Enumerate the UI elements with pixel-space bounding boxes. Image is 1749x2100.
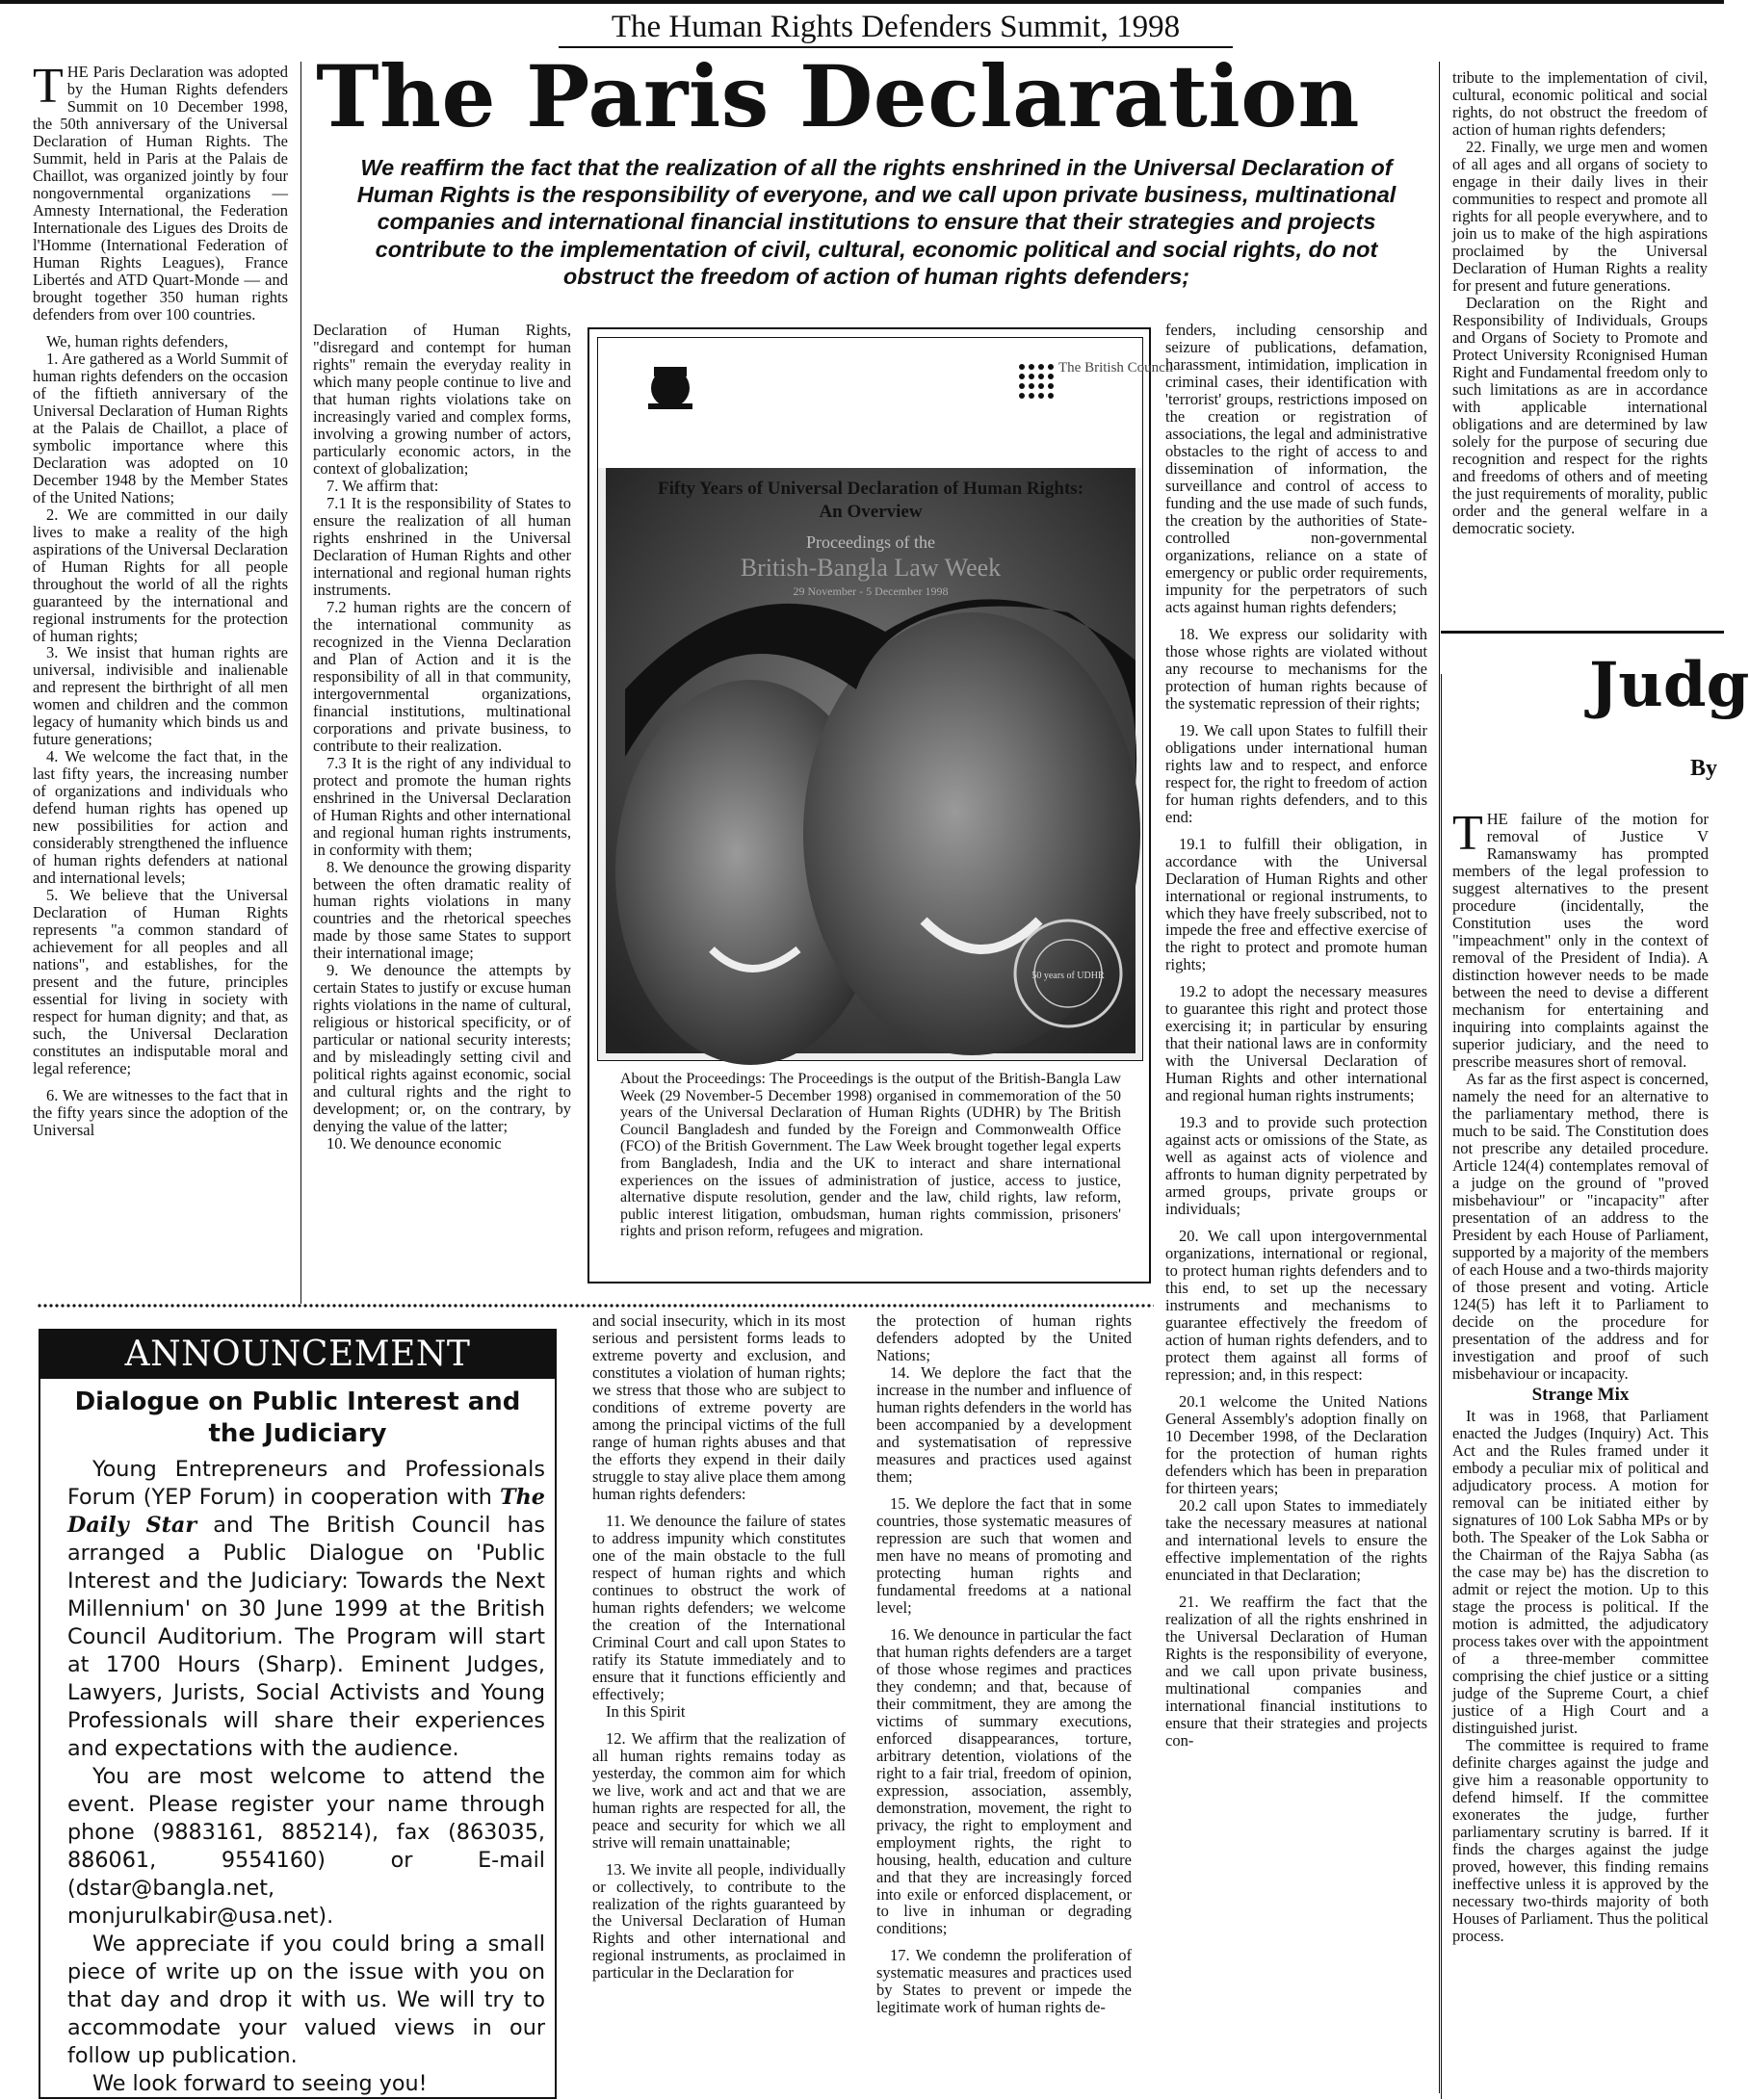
paragraph: 8. We denounce the growing disparity between the often dramatic reality of human rights violations in many countries and the rhetorical speeches made by those same States to support their international image; (313, 857, 571, 963)
paragraph: 19.2 to adopt the necessary measures to guarantee this right and protect those exercising it; in particular by ensuring that their national laws are in conformity with the Universal Declaration of Human Rights and other international and regional human rights instruments; (1165, 982, 1427, 1105)
paragraph: It was in 1968, that Parliament enacted the Judges (Inquiry) Act. This Act and the Rules framed under it embody a peculiar mix of political and adjudicatory process. A motion for removal can be initiated either by signatures of 100 Lok Sabha MPs or by both. The Speaker of the Lok Sabha or the Chairman of the Rajya Sabha (as the case may be) has the discretion to admit or reject the motion. Up to this stage the process is political. If the motion is admitted, the adjudicatory process takes over with the appointment of a three-member committee comprising the chief justice or a sitting judge of the Supreme Court, a chief justice of a High Court and a distinguished jurist. (1452, 1407, 1709, 1737)
paragraph: 21. We reaffirm the fact that the realization of all the rights enshrined in the Universal Declaration of Human Rights is the responsibility of everyone, and we call upon private business, multinational companies and international financial institutions to ensure that their strategies and projects con- (1165, 1592, 1427, 1750)
section-rule (1441, 631, 1724, 634)
proceedings-advert (587, 327, 1174, 1283)
cover-subtitle: An Overview (819, 501, 923, 522)
advert-caption: About the Proceedings: The Proceedings is the output of the British-Bangla Law Week (29 November-5 December 1998) organised in commemoration of the 50 years of the Universal Declaration of Human Rights (UDHR) by The British Council Bangladesh and funded by the Foreign and Commonwealth Office (FCO) of the British Government. The Law Week brought together legal experts from Bangladesh, India and the UK to interact and share international experiences on the issues of administration of justice, access to justice, alternative dispute resolution, gender and the law, child rights, law reform, public interest litigation, ombudsman, human rights commission, prisoners' rights and prison reform, refugees and migration. (620, 1071, 1121, 1240)
column-rule (300, 62, 301, 1304)
announcement-text: We appreciate if you could bring a small piece of write up on the issue with you on that day and drop it with us. We will try to accommodate your valued views in our follow up publication. (67, 1931, 545, 2068)
article-column-3a (592, 1312, 846, 2094)
cover-dates: 29 November - 5 December 1998 (793, 583, 949, 598)
cover-header (598, 338, 1174, 468)
intro-paragraph: HE Paris Declaration was adopted by the Human Rights defenders Summit on 10 December 1998, the 50th anniversary of the Universal Declaration of Human Rights. The Summit, held in Paris at the Palais de Chaillot, was organized jointly by four nongovernmental organizations — Amnesty International, the Federation Internationale des Ligues des Droits de l'Homme (International Federation of Human Rights Leagues), France Libertés and ATD Quart-Monde — and brought together 350 human rights defenders from over 100 countries. (33, 63, 288, 324)
dotted-divider (37, 1303, 1154, 1309)
announcement-text: You are most welcome to attend the event. Please register your name through phone (9883161, 885214), fax (863035, 886061, 9554160) or E-mail (dstar@bangla.net, monjurulkabir@usa.net). (67, 1763, 545, 1929)
paragraph: 14. We deplore the fact that the increase in the number and influence of human rights defenders in the world has been accompanied by a development and systematisation of repressive measures and practices used against them; (876, 1362, 1132, 1486)
paragraph: As far as the first aspect is concerned, namely the need for an alternative to the parliamentary method, there is much to be said. The Constitution does not prescribe any detailed procedure. Article 124(4) contemplates removal of a judge on the ground of "proved misbehaviour" or "incapacity" after presentation of an address to the President by each House of Parliament, supported by a majority of the members of each House and a two-thirds majority of those present and voting. Article 124(5) has left it to Parliament to decide on the procedure for presentation of the address and for investigation and proof of such misbehaviour or incapacity. (1452, 1069, 1709, 1383)
paragraph: In this Spirit (606, 1701, 686, 1721)
paragraph: 7.3 It is the right of any individual to protect and promote the human rights enshrined in the Universal Declaration of Human Rights and other international and regional human rights instruments, in conformity with them; (313, 753, 571, 859)
announcement-subheading: Dialogue on Public Interest and the Judiciary (74, 1387, 521, 1448)
paragraph: 9. We denounce the attempts by certain States to justify or excuse human rights violations in the name of cultural, religious or historical specificity, or of particular or national security interests; and by misleadingly setting civil and political rights against economic, social and cultural rights and the right to development; or, on the contrary, by denying the value of the latter; (313, 961, 571, 1136)
announcement-box (39, 1329, 557, 2099)
paragraph: 12. We affirm that the realization of all human rights remains today as yesterday, the common aim for which we live, work and act and that we are human rights are respected for all, the peace and security for which we all strive will remain unattainable; (592, 1728, 846, 1852)
paragraph: 10. We denounce economic (326, 1134, 502, 1154)
article-column-4 (1165, 322, 1427, 2099)
paragraph: We, human rights defenders, (46, 331, 228, 350)
column-rule (1441, 674, 1442, 2099)
paragraph: 5. We believe that the Universal Declaration of Human Rights represents "a common standard of achievement for all peoples and all nations", and establishes, for the present and the future, principles essential for living in society with respect for human dignity; and that, as such, the Universal Declaration constitutes an indisputable moral and legal reference; (33, 886, 288, 1078)
paragraph: 16. We denounce in particular the fact that human rights defenders are a target of those whose regimes and practices they condemn; and that, because of their commitment, they are among the victims of summary executions, enforced disappearances, torture, arbitrary detention, violations of the right to a fair trial, freedom of opinion, expression, association, assembly, demonstration, movement, the right to privacy, the right to employment and employment rights, the right to housing, health, education and culture and that they are increasingly forced into exile or enforced displacement, or to live in inhuman or degrading conditions; (876, 1624, 1132, 1938)
paragraph: 17. We condemn the proliferation of systematic measures and practices used by States to prevent or impede the legitimate work of human rights de- (876, 1946, 1132, 2017)
article-column-3b (876, 1312, 1132, 2094)
paragraph: 1. Are gathered as a World Summit of human rights defenders on the occasion of the fiftieth anniversary of the Universal Declaration of Human Rights at the Palais de Chaillot, a place of symbolic importance where this Declaration was adopted on 10 December 1948 by the Member States of the United Nations; (33, 349, 288, 506)
article-column-2 (313, 322, 571, 1296)
announcement-text: We look forward to seeing you! (92, 2070, 428, 2096)
paragraph: 15. We deplore the fact that in some countries, those systematic measures of repression are such that women and men have no means of promoting and protecting human rights and fundamental freedoms at a national level; (876, 1493, 1132, 1617)
paragraph: 2. We are committed in our daily lives to make a reality of the high aspirations of the Universal Declaration of Human Rights for all people throughout the world of all the rights guaranteed by the international and regional instruments for the protection of human rights; (33, 505, 288, 645)
royal-crest-icon (648, 367, 692, 409)
paragraph: 19. We call upon States to fulfill their obligations under international human rights law and to respect, and enforce respect for, the right to freedom of action for human rights defenders, and to this end: (1165, 720, 1427, 826)
announcement-body (67, 1456, 545, 2098)
subheading: Strange Mix (1531, 1385, 1630, 1406)
cover-law-week: British-Bangla Law Week (740, 554, 1002, 582)
announcement-text: and The British Council has arranged a Public Dialogue on 'Public Interest and the Judiciary: Towards the Next Millennium' on 30 June 1999 at the British Council Auditorium. The Program will start at 1700 Hours (Sharp). Eminent Judges, Lawyers, Jurists, Social Activists and Young Professionals will share their experiences and expectations with the audience. (67, 1512, 545, 1761)
announcement-text: Young Entrepreneurs and Professionals Forum (YEP Forum) in cooperation with (67, 1457, 545, 1510)
cover-title: Fifty Years of Universal Declaration of Human Rights: (657, 479, 1084, 499)
paragraph: 3. We insist that human rights are universal, indivisible and inalienable and represent the birthright of all men women and children and the common legacy of humanity which binds us and future generations; (33, 643, 288, 749)
top-rule (0, 0, 1724, 4)
paragraph: Declaration of Human Rights, "disregard and contempt for human rights" remain the everyday reality in which many people continue to live and that human rights violations take on increasingly varied and complex forms, involving a growing number of actors, particularly economic actors, in the context of globalization; (313, 321, 571, 478)
paragraph: 20. We call upon intergovernmental organizations, international or regional, to protect human rights defenders and to this end, to set up the necessary instruments and mechanisms to guarantee effectively the freedom of action of human rights defenders, and to protect them against all forms of repression; and, in this respect: (1165, 1227, 1427, 1385)
paragraph: and social insecurity, which in its most serious and persistent forms leads to extreme poverty and exclusion, and constitutes a violation of human rights; we stress that those who are subject to conditions of extreme poverty are among the principal victims of the full range of human rights abuses and that the efforts they expend in their daily struggle to stay alive place them among human rights defenders: (592, 1311, 846, 1503)
paragraph: 4. We welcome the fact that, in the last fifty years, the increasing number of organizations and individuals who defend human rights has opened up new possibilities for action and considerably strengthened the influence of human rights defenders at national and international levels; (33, 747, 288, 888)
article-column-5 (1452, 69, 1708, 626)
announcement-heading: ANNOUNCEMENT (40, 1331, 555, 1379)
paragraph: 20.2 call upon States to immediately take the necessary measures at national and international levels to ensure the effective implementation of the rights enunciated in that Declaration; (1165, 1496, 1427, 1584)
paragraph: fenders, including censorship and seizure of publications, defamation, harassment, intimidation, implication in criminal cases, their identification with 'terrorist' groups, restrictions imposed on the creation or registration of associations, the legal and administrative obstacles to the right of access to and dissemination of information, the surveillance and control of access to funding and the use made of such funds, the creation by the authorities of State-controlled non-governmental organizations, reliance on a state of emergency or public order requirements, impunity for the perpetrators of such acts against human rights defenders; (1165, 321, 1427, 616)
column-rule (1439, 62, 1440, 2093)
paragraph: 13. We invite all people, individually or collectively, to contribute to the realization of the rights guaranteed by the Universal Declaration of Human Rights and other international and regional instruments, as proclaimed in particular in the Declaration for (592, 1859, 846, 1983)
deck-quote: We reaffirm the fact that the realization of all the rights enshrined in the Universal Declaration of Human Rights is the responsibility of everyone, and we call upon private business, multinational companies and international financial institutions to ensure that their strategies and projects contribute to the implementation of civil, cultural, economic political and social rights, do not obstruct the freedom of action of human rights defenders; (356, 155, 1397, 289)
paragraph: tribute to the implementation of civil, cultural, economic political and social rights, do not obstruct the freedom of action of human rights defenders; (1452, 68, 1708, 139)
paragraph: 19.3 and to provide such protection against acts or omissions of the State, as well as against acts of violence and affronts to human dignity perpetrated by armed groups, private groups or individuals; (1165, 1113, 1427, 1219)
paragraph: 22. Finally, we urge men and women of all ages and all organs of society to engage in their daily lives in their communities to respect and promote all rights for all people everywhere, and to join us to make of the high aspirations proclaimed by the Universal Declaration of Human Rights a reality for present and future generations. (1452, 137, 1708, 295)
paragraph: HE failure of the motion for removal of Justice V Ramanswamy has prompted members of the legal profession to suggest alternatives to the present procedure (incidentally, the Constitution uses the word "impeachment" only in the context of removal of the President of India). A distinction however needs to be made between the need to devise a different mechanism for entertaining and inquiring into complaints against the superior judiciary, and the need to prescribe measures short of removal. (1452, 810, 1709, 1071)
children-photo (606, 468, 1136, 1053)
book-cover (597, 337, 1174, 1061)
paragraph: 7.2 human rights are the concern of the international community as recognized in the Vienna Declaration and Plan of Action and it is the responsibility of all in that community, intergovernmental organizations, financial institutions, multinational corporations and private business, to contribute to their realization. (313, 597, 571, 755)
byline: By (1690, 756, 1718, 781)
paragraph: 6. We are witnesses to the fact that in the fifty years since the adoption of the Universal (33, 1086, 288, 1140)
paragraph: 20.1 welcome the United Nations General Assembly's adoption finally on 10 December 1998, of the Declaration for the protection of human rights defenders which has been in preparation for thirteen years; (1165, 1392, 1427, 1498)
drop-cap: T (33, 59, 64, 114)
council-label: The British Council (1058, 360, 1174, 376)
judge-article-column (1452, 806, 1709, 2099)
paragraph: 7. We affirm that: (326, 476, 439, 495)
article-column-1 (33, 59, 288, 1306)
drop-cap: T (1452, 806, 1483, 861)
paragraph: 11. We denounce the failure of states to address impunity which constitutes one of the main obstacle to the full respect of human rights and which continues to obstruct the work of human rights defenders; we welcome the creation of the International Criminal Court and call upon States to ratify its Statute immediately and to ensure that it functions efficiently and effectively; (592, 1511, 846, 1703)
paragraph: 7.1 It is the responsibility of States to ensure the realization of all human rights enshrined in the Universal Declaration of Human Rights and other international and regional human rights instruments. (313, 493, 571, 599)
page-title: The Paris Declaration (316, 46, 1360, 146)
daily-star-logo: The Daily Star (67, 1484, 545, 1538)
paragraph: 19.1 to fulfill their obligation, in accordance with the Universal Declaration of Human Rights and other international or regional instruments, to which they have freely subscribed, not to impede the free and effective exercise of the right to protect and promote human rights; (1165, 834, 1427, 974)
cover-proceedings: Proceedings of the (806, 531, 935, 552)
paragraph: the protection of human rights defenders adopted by the United Nations; (876, 1311, 1132, 1364)
seal-label: 50 years of UDHR (1031, 971, 1105, 981)
paragraph: Declaration on the Right and Responsibility of Individuals, Groups and Organs of Society to Promote and Protect University Rconignised Human Right and Fundamental freedom only to such limitations as are in accordance with applicable international obligations and are determined by law solely for the purpose of securing due recognition and respect for the rights and freedoms of others and of meeting the just requirements of morality, public order and the general welfare in a democratic society. (1452, 293, 1708, 537)
judge-article-heading: Judg (1589, 649, 1749, 721)
british-council-logo-icon (1019, 364, 1054, 399)
paragraph: 18. We express our solidarity with those whose rights are violated without any recourse to mechanisms for the protection of human rights because of the systematic repression of their rights; (1165, 624, 1427, 713)
summit-kicker: The Human Rights Defenders Summit, 1998 (559, 10, 1233, 48)
paragraph: The committee is required to frame definite charges against the judge and give him a reasonable opportunity to defend himself. If the committee exonerates the judge, further parliamentary scrutiny is barred. If it finds the charges against the judge proved, however, this finding remains ineffective unless it is approved by the necessary two-thirds majority of both Houses of Parliament. Thus the political process. (1452, 1735, 1709, 1945)
